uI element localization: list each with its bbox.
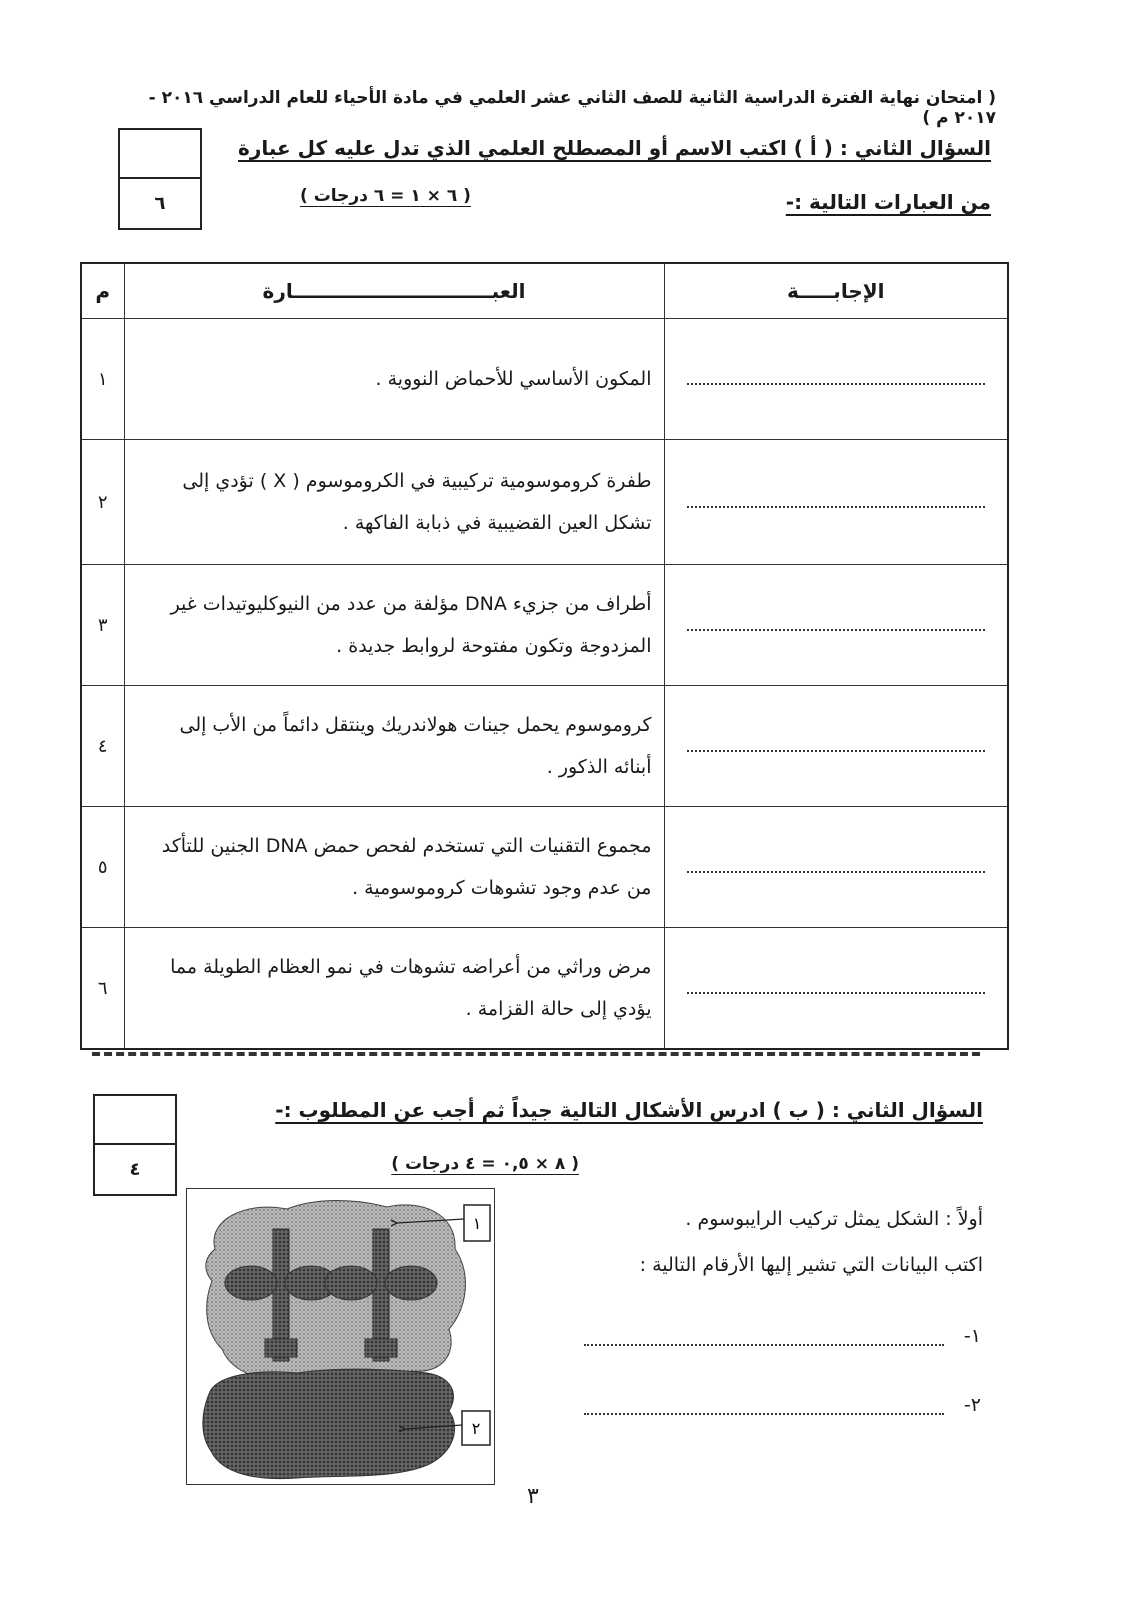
ribosome-figure <box>186 1188 495 1485</box>
row-number: ٥ <box>81 807 124 928</box>
answer-cell[interactable] <box>664 807 1008 928</box>
row-number: ٢ <box>81 440 124 565</box>
header-answer: الإجابـــــة <box>664 263 1008 319</box>
statement-cell: مرض وراثي من أعراضه تشوهات في نمو العظام الطويلة مما يؤدي إلى حالة القزامة . <box>124 928 664 1050</box>
header-num: م <box>81 263 124 319</box>
statement-cell: كروموسوم يحمل جينات هولاندريك وينتقل دائماً من الأب إلى أبنائه الذكور . <box>124 686 664 807</box>
answer-cell[interactable] <box>664 319 1008 440</box>
statement-cell: مجموع التقنيات التي تستخدم لفحص حمض DNA الجنين للتأكد من عدم وجود تشوهات كروموسومية . <box>124 807 664 928</box>
page-number: ٣ <box>527 1484 539 1509</box>
answer-cell[interactable] <box>664 565 1008 686</box>
exam-header: ( امتحان نهاية الفترة الدراسية الثانية للصف الثاني عشر العلمي في مادة الأحياء للعام الدراسي ٢٠١٦ - ٢٠١٧ م ) <box>148 88 996 128</box>
score-box-value: ٦ <box>154 193 166 214</box>
answer-line[interactable] <box>687 629 986 631</box>
part-a-title-line2: من العبارات التالية :- <box>785 190 991 214</box>
table-row <box>81 928 1008 1050</box>
row-number: ٤ <box>81 686 124 807</box>
statement-cell: المكون الأساسي للأحماض النووية . <box>124 319 664 440</box>
part-a-score-box[interactable] <box>118 128 202 230</box>
score-box-blank <box>120 130 200 179</box>
large-subunit-shape <box>203 1369 455 1478</box>
row-number: ٣ <box>81 565 124 686</box>
answer-cell[interactable] <box>664 440 1008 565</box>
answer-line[interactable] <box>687 750 986 752</box>
table-row <box>81 565 1008 686</box>
part-b-score-box[interactable] <box>93 1094 177 1196</box>
answer-line[interactable] <box>687 992 986 994</box>
score-box-blank <box>95 1096 175 1145</box>
table-row <box>81 686 1008 807</box>
part-b-answer-line-2[interactable] <box>584 1413 944 1415</box>
figure-label-1: ١ <box>472 1214 482 1233</box>
statement-cell: أطراف من جزيء DNA مؤلفة من عدد من النيوكليوتيدات غير المزدوجة وتكون مفتوحة لروابط جديدة . <box>124 565 664 686</box>
row-number: ١ <box>81 319 124 440</box>
figure-label-2: ٢ <box>471 1419 481 1438</box>
part-b-answer-line-1[interactable] <box>584 1344 944 1346</box>
part-b-intro: أولاً : الشكل يمثل تركيب الرايبوسوم . <box>685 1208 983 1230</box>
answer-line[interactable] <box>687 506 986 508</box>
row-number: ٦ <box>81 928 124 1050</box>
answer-cell[interactable] <box>664 686 1008 807</box>
table-row <box>81 440 1008 565</box>
part-a-title-line1: السؤال الثاني : ( أ ) اكتب الاسم أو المصطلح العلمي الذي تدل عليه كل عبارة <box>238 136 991 160</box>
answer-line[interactable] <box>687 383 986 385</box>
ribosome-illustration <box>187 1189 494 1484</box>
statement-cell: طفرة كروموسومية تركيبية في الكروموسوم ( X ) تؤدي إلى تشكل العين القضيبية في ذبابة الفاكهة . <box>124 440 664 565</box>
part-a-marks: ( ٦ × ١ = ٦ درجات ) <box>300 186 471 206</box>
section-separator <box>92 1052 980 1056</box>
table-row <box>81 319 1008 440</box>
part-b-item-label: ١- <box>963 1325 981 1347</box>
questions-table <box>80 262 1009 1050</box>
part-b-item-label: ٢- <box>963 1394 981 1416</box>
answer-cell[interactable] <box>664 928 1008 1050</box>
score-box-value: ٤ <box>129 1159 141 1180</box>
answer-line[interactable] <box>687 871 986 873</box>
header-statement: العبـــــــــــــــــــــــــــــارة <box>124 263 664 319</box>
table-row <box>81 807 1008 928</box>
part-b-marks: ( ٨ × ٠,٥ = ٤ درجات ) <box>391 1154 579 1174</box>
part-b-title: السؤال الثاني : ( ب ) ادرس الأشكال التالية جيداً ثم أجب عن المطلوب :- <box>275 1098 983 1122</box>
part-b-instruction: اكتب البيانات التي تشير إليها الأرقام التالية : <box>639 1254 983 1276</box>
